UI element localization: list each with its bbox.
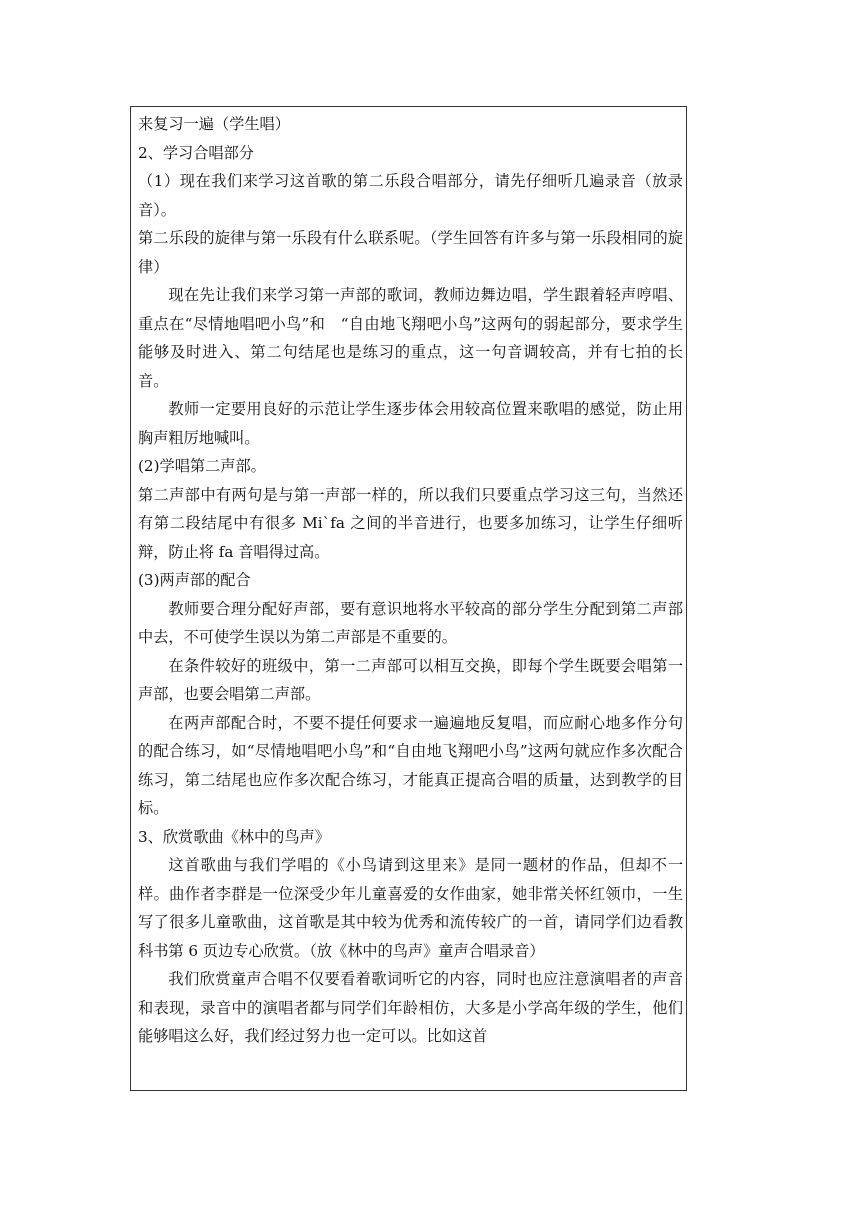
- sub-heading: (2)学唱第二声部。: [138, 457, 266, 475]
- paragraph: 我们欣赏童声合唱不仅要看着歌词听它的内容，同时也应注意演唱者的声音和表现，录音中的演唱者都与同学们年龄相仿，大多是小学高年级的学生，他们能够唱这么好，我们经过努力也一定可以。比如这首: [138, 970, 683, 1045]
- paragraph: 第二乐段的旋律与第一乐段有什么联系呢。（学生回答有许多与第一乐段相同的旋律）: [138, 229, 683, 276]
- paragraph: 来复习一遍（学生唱）: [138, 115, 290, 133]
- section-heading: 2、学习合唱部分: [138, 143, 254, 162]
- paragraph: （1）现在我们来学习这首歌的第二乐段合唱部分，请先仔细听几遍录音（放录音）。: [138, 172, 683, 219]
- paragraph: 在两声部配合时，不要不提任何要求一遍遍地反复唱，而应耐心地多作分句的配合练习，如“尽情地唱吧小鸟”和“自由地飞翔吧小鸟”这两句就应作多次配合练习，第二结尾也应作多次配合练习，才能真正提高合唱的质量，达到教学的目标。: [138, 713, 683, 817]
- lesson-plan-text: [138, 110, 683, 1051]
- paragraph: 在条件较好的班级中，第一二声部可以相互交换，即每个学生既要会唱第一声部，也要会唱第二声部。: [138, 656, 683, 703]
- sub-heading: (3)两声部的配合: [138, 571, 251, 589]
- paragraph: 这首歌曲与我们学唱的《小鸟请到这里来》是同一题材的作品，但却不一样。曲作者李群是一位深受少年儿童喜爱的女作曲家，她非常关怀红领巾，一生写了很多儿童歌曲，这首歌是其中较为优秀和流传较广的一首，请同学们边看教科书第 6 页边专心欣赏。（放《林中的鸟声》童声合唱录音）: [138, 856, 683, 960]
- paragraph: 现在先让我们来学习第一声部的歌词，教师边舞边唱，学生跟着轻声哼唱、重点在“尽情地唱吧小鸟”和 “自由地飞翔吧小鸟”这两句的弱起部分，要求学生能够及时进入、第二句结尾也是练习的重点，这一句音调较高，并有七拍的长音。: [138, 286, 683, 390]
- paragraph: 第二声部中有两句是与第一声部一样的，所以我们只要重点学习这三句，当然还有第二段结尾中有很多 Mi`fa 之间的半音进行，也要多加练习，让学生仔细听辩，防止将 fa 音唱得过高。: [138, 485, 683, 561]
- section-heading: 3、欣赏歌曲《林中的鸟声》: [138, 827, 330, 846]
- paragraph: 教师要合理分配好声部，要有意识地将水平较高的部分学生分配到第二声部中去，不可使学生误以为第二声部是不重要的。: [138, 599, 683, 646]
- paragraph: 教师一定要用良好的示范让学生逐步体会用较高位置来歌唱的感觉，防止用胸声粗厉地喊叫。: [138, 400, 683, 447]
